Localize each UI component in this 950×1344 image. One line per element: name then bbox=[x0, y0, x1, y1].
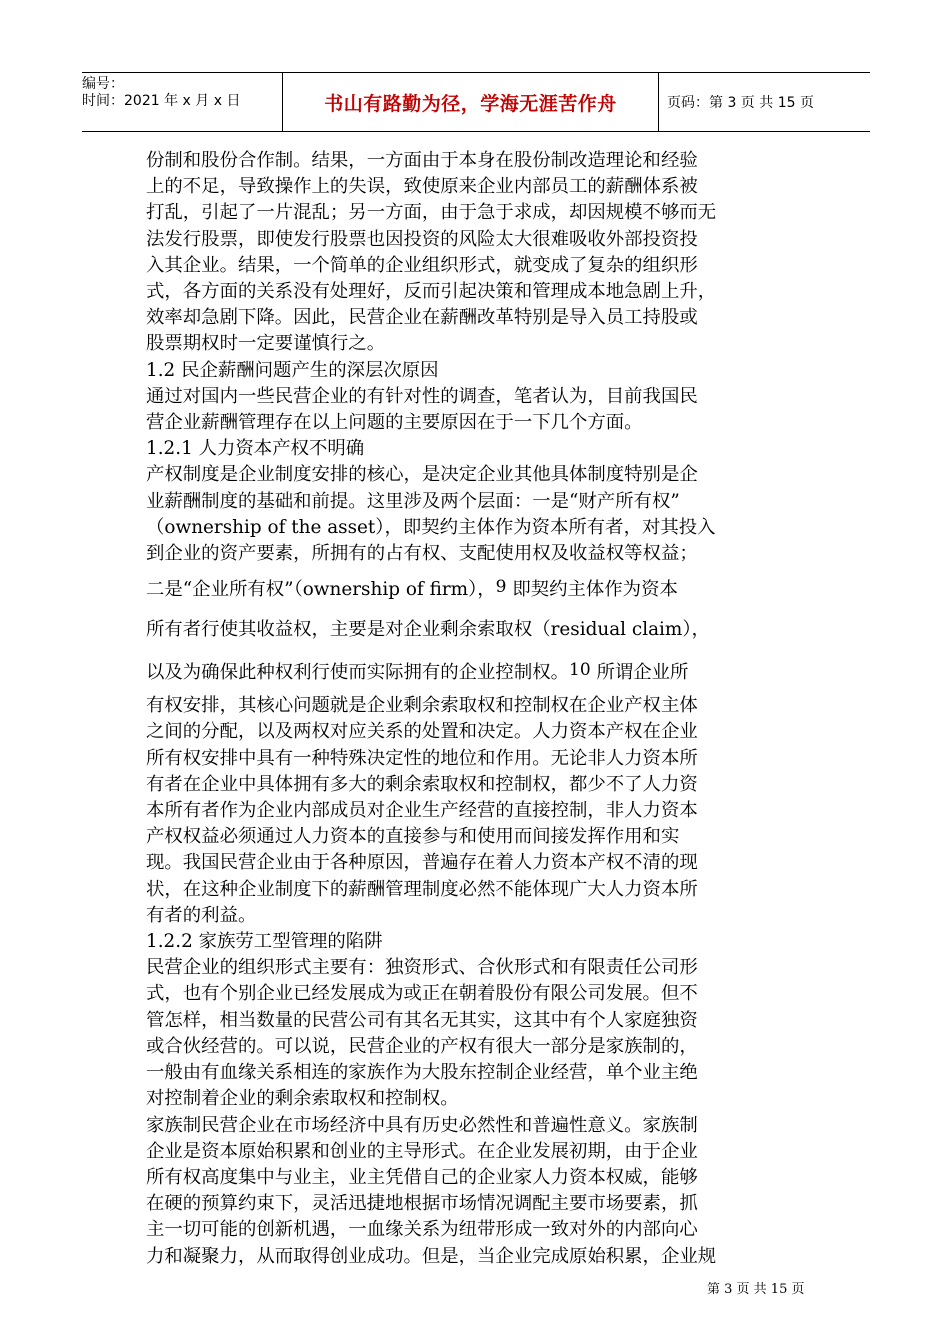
header-page-cell bbox=[659, 73, 870, 131]
body-line: 产权制度是企业制度安排的核心，是决定企业其他具体制度特别是企 bbox=[146, 464, 698, 486]
body-line: 现。我国民营企业由于各种原因，普遍存在着人力资本产权不清的现 bbox=[146, 852, 698, 874]
body-line: 打乱，引起了一片混乱；另一方面，由于急于求成，却因规模不够而无 bbox=[146, 202, 717, 224]
body-line: 式，各方面的关系没有处理好，反而引起决策和管理成本地急剧上升， bbox=[146, 281, 717, 303]
body-line: 在硬的预算约束下，灵活迅捷地根据市场情况调配主要市场要素，抓 bbox=[146, 1193, 698, 1215]
body-line: 有者在企业中具体拥有多大的剩余索取权和控制权，都少不了人力资 bbox=[146, 773, 698, 795]
body-line: 份制和股份合作制。结果，一方面由于本身在股份制改造理论和经验 bbox=[146, 150, 698, 171]
header-page-label: 页码：第 3 页 共 15 页 bbox=[667, 95, 814, 111]
footnote-ref-10: 10 bbox=[569, 660, 591, 681]
doc-number-label: 编号： bbox=[82, 76, 124, 92]
page-footer: 第 3 页 共 15 页 bbox=[707, 1282, 805, 1297]
body-line: 入其企业。结果，一个简单的企业组织形式，就变成了复杂的组织形 bbox=[146, 254, 698, 276]
body-line: 企业是资本原始积累和创业的主导形式。在企业发展初期，由于企业 bbox=[146, 1140, 698, 1162]
body-line: 力和凝聚力，从而取得创业成功。但是，当企业完成原始积累，企业规 bbox=[146, 1245, 717, 1267]
body-paragraph-block-1 bbox=[146, 148, 808, 567]
body-line: 所有权安排中具有一种特殊决定性的地位和作用。无论非人力资本所 bbox=[146, 747, 698, 769]
body-line: 式，也有个别企业已经发展成为或正在朝着股份有限公司发展。但不 bbox=[146, 983, 698, 1005]
body-line: 家族制民营企业在市场经济中具有历史必然性和普遍性意义。家族制 bbox=[146, 1114, 698, 1136]
body-line: 或合伙经营的。可以说，民营企业的产权有很大一部分是家族制的， bbox=[146, 1035, 698, 1057]
body-line: 上的不足，导致操作上的失误，致使原来企业内部员工的薪酬体系被 bbox=[146, 176, 698, 198]
header-motto-cell bbox=[282, 73, 659, 131]
body-line: 有权安排，其核心问题就是企业剩余索取权和控制权在企业产权主体 bbox=[146, 695, 698, 717]
body-line-fn10: 以及为确保此种权利行使而实际拥有的企业控制权。10 所谓企业所 bbox=[146, 660, 689, 684]
body-line: 1.2.2 家族劳工型管理的陷阱 bbox=[146, 931, 383, 953]
doc-time-label: 时间：2021 年 x 月 x 日 bbox=[82, 93, 241, 109]
body-line: 所有权高度集中与业主，业主凭借自己的企业家人力资本权威，能够 bbox=[146, 1166, 698, 1188]
body-line: 所有者行使其收益权，主要是对企业剩余索取权（residual claim）， bbox=[146, 619, 710, 641]
header-motto: 书山有路勤为径，学海无涯苦作舟 bbox=[324, 92, 617, 115]
body-line: 主一切可能的创新机遇，一血缘关系为纽带形成一致对外的内部向心 bbox=[146, 1219, 698, 1241]
body-line: 1.2 民企薪酬问题产生的深层次原因 bbox=[146, 359, 439, 381]
body-line: 股票期权时一定要谨慎行之。 bbox=[146, 333, 386, 355]
body-line: 效率却急剧下降。因此，民营企业在薪酬改革特别是导入员工持股或 bbox=[146, 307, 698, 329]
body-line: 到企业的资产要素，所拥有的占有权、支配使用权及收益权等权益； bbox=[146, 543, 698, 565]
body-line: 有者的利益。 bbox=[146, 904, 257, 926]
body-line: 本所有者作为企业内部成员对企业生产经营的直接控制，非人力资本 bbox=[146, 800, 698, 822]
body-line: 民营企业的组织形式主要有：独资形式、合伙形式和有限责任公司形 bbox=[146, 957, 698, 979]
body-line: 之间的分配，以及两权对应关系的处置和决定。人力资本产权在企业 bbox=[146, 721, 698, 743]
body-line: 产权权益必须通过人力资本的直接参与和使用而间接发挥作用和实 bbox=[146, 826, 680, 848]
document-body bbox=[146, 148, 808, 1270]
body-line-fn9: 二是“企业所有权”（ownership of firm），9 即契约主体作为资本 bbox=[146, 577, 678, 601]
body-line: 1.2.1 人力资本产权不明确 bbox=[146, 438, 365, 460]
header-left-cell bbox=[82, 73, 282, 131]
body-line: （ownership of the asset），即契约主体作为资本所有者，对其投入 bbox=[146, 516, 716, 538]
body-line: 管怎样，相当数量的民营公司有其名无其实，这其中有个人家庭独资 bbox=[146, 1009, 698, 1031]
footnote-ref-9: 9 bbox=[495, 577, 507, 598]
body-line: 业薪酬制度的基础和前提。这里涉及两个层面：一是“财产所有权” bbox=[146, 490, 680, 512]
body-line: 营企业薪酬管理存在以上问题的主要原因在于一下几个方面。 bbox=[146, 412, 643, 434]
body-paragraph-block-2 bbox=[146, 693, 808, 1269]
page-header bbox=[82, 72, 870, 132]
body-line: 一般由有血缘关系相连的家族作为大股东控制企业经营，单个业主绝 bbox=[146, 1062, 698, 1084]
body-line: 状，在这种企业制度下的薪酬管理制度必然不能体现广大人力资本所 bbox=[146, 878, 698, 900]
body-line: 对控制着企业的剩余索取权和控制权。 bbox=[146, 1088, 459, 1110]
body-line: 通过对国内一些民营企业的有针对性的调查，笔者认为，目前我国民 bbox=[146, 385, 698, 407]
body-line: 法发行股票，即使发行股票也因投资的风险太大很难吸收外部投资投 bbox=[146, 228, 698, 250]
